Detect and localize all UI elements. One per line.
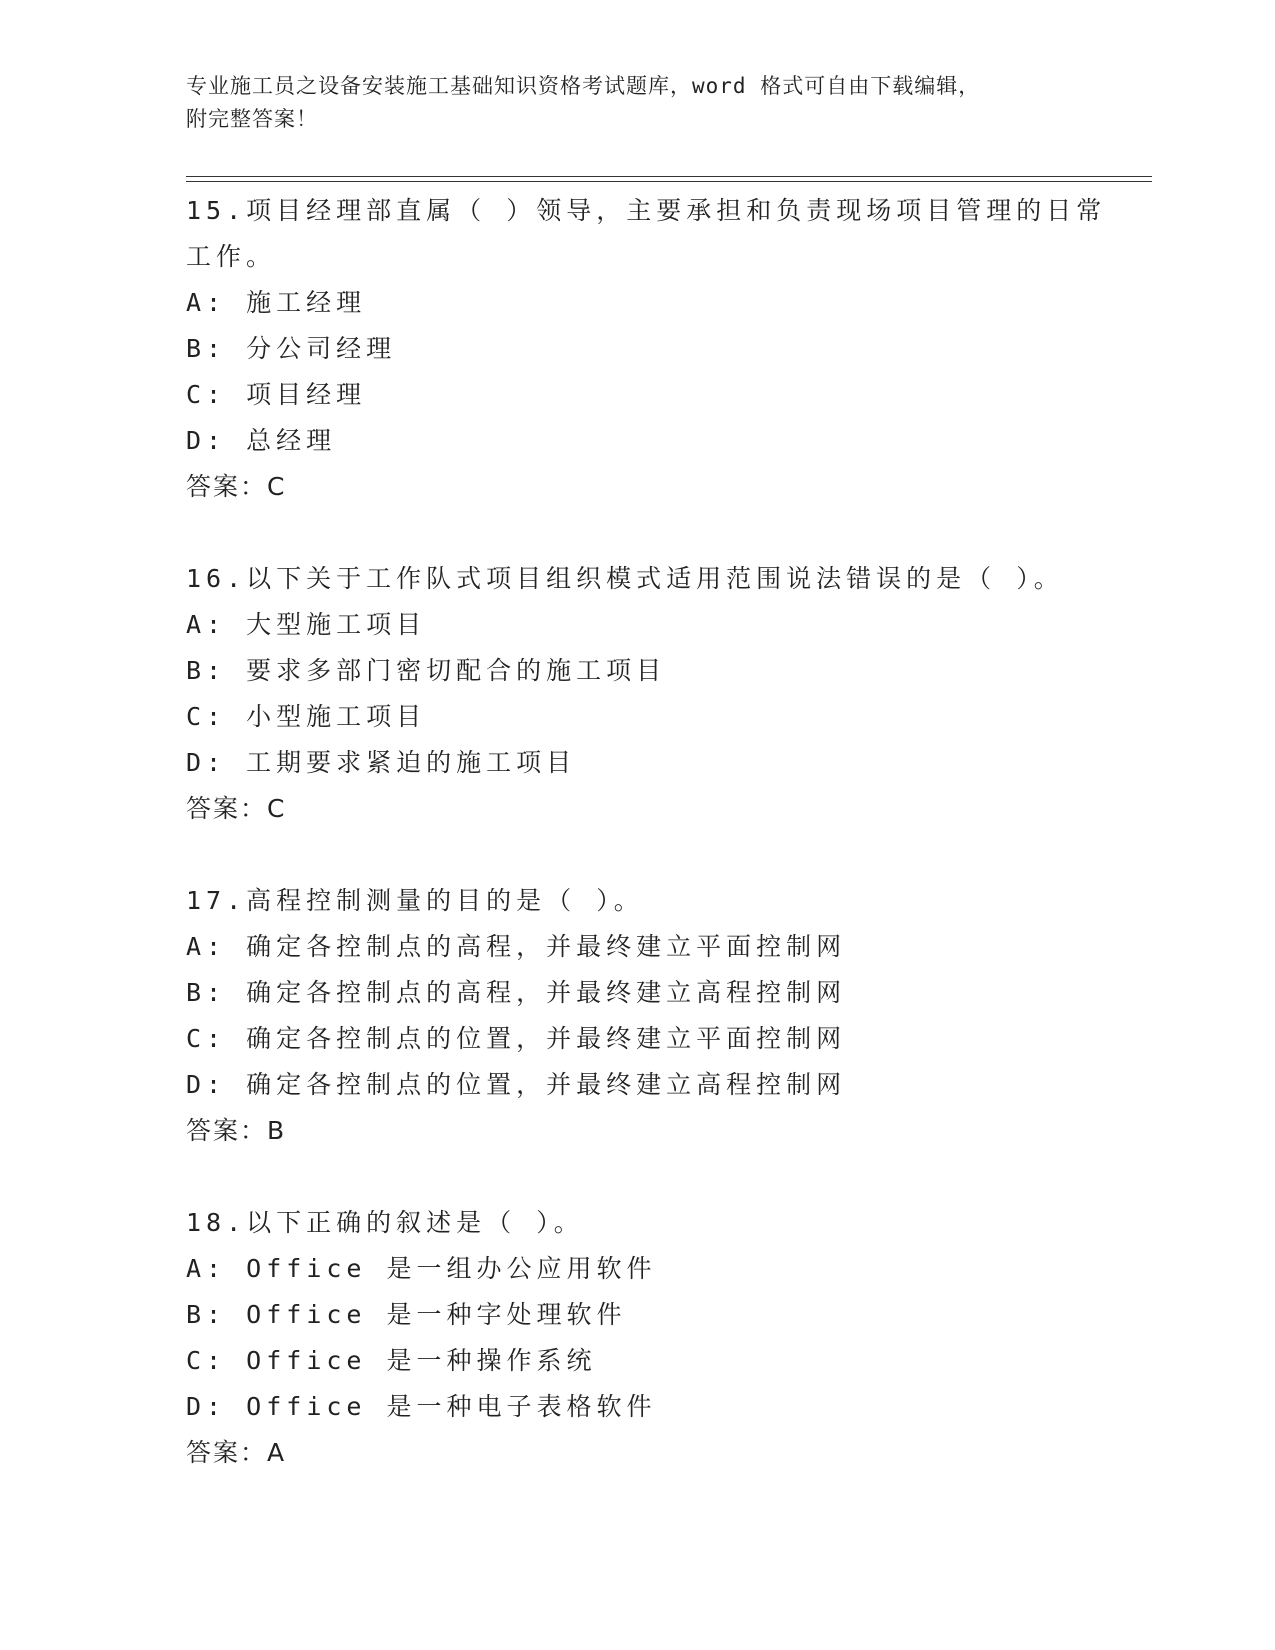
question-18 <box>186 1200 1116 1476</box>
option-b <box>186 970 1116 1016</box>
question-stem <box>186 556 1116 602</box>
answer-label: 答案： <box>186 1116 268 1145</box>
answer-value: A <box>267 1438 287 1467</box>
option-label: B: <box>186 1300 227 1329</box>
question-number: 18. <box>186 1208 247 1237</box>
option-c <box>186 694 1116 740</box>
answer-line <box>186 1108 1116 1154</box>
header-line-1: 专业施工员之设备安装施工基础知识资格考试题库，word 格式可自由下载编辑， <box>186 74 981 98</box>
question-text-line-1: 以下正确的叙述是（ ）。 <box>246 1208 584 1237</box>
option-label: D: <box>186 426 227 455</box>
option-a <box>186 1246 1116 1292</box>
option-label: B: <box>186 656 227 685</box>
answer-line <box>186 464 1116 510</box>
option-text: Office 是一种操作系统 <box>246 1346 597 1375</box>
option-d <box>186 1062 1116 1108</box>
option-label: C: <box>186 380 227 409</box>
option-text: 确定各控制点的位置，并最终建立平面控制网 <box>246 1024 847 1053</box>
option-text: 要求多部门密切配合的施工项目 <box>246 656 667 685</box>
option-a <box>186 280 1116 326</box>
question-number: 17. <box>186 886 247 915</box>
option-text: 项目经理 <box>246 380 367 409</box>
answer-line <box>186 1430 1116 1476</box>
option-label: C: <box>186 702 227 731</box>
option-b <box>186 326 1116 372</box>
option-text: 确定各控制点的位置，并最终建立高程控制网 <box>246 1070 847 1099</box>
answer-line <box>186 786 1116 832</box>
option-c <box>186 1016 1116 1062</box>
option-text: 分公司经理 <box>246 334 397 363</box>
option-label: B: <box>186 978 227 1007</box>
option-d <box>186 418 1116 464</box>
question-text-line-2: 工作。 <box>186 242 277 271</box>
option-d <box>186 1384 1116 1430</box>
option-label: C: <box>186 1024 227 1053</box>
option-d <box>186 740 1116 786</box>
option-c <box>186 1338 1116 1384</box>
option-b <box>186 648 1116 694</box>
option-b <box>186 1292 1116 1338</box>
question-15 <box>186 188 1116 510</box>
option-label: A: <box>186 288 227 317</box>
option-c <box>186 372 1116 418</box>
option-a <box>186 924 1116 970</box>
option-text: 工期要求紧迫的施工项目 <box>246 748 577 777</box>
option-label: D: <box>186 748 227 777</box>
option-text: 确定各控制点的高程，并最终建立平面控制网 <box>246 932 847 961</box>
option-text: 总经理 <box>246 426 337 455</box>
question-list <box>186 188 1116 1522</box>
answer-value: C <box>267 472 287 501</box>
answer-value: C <box>267 794 287 823</box>
question-16 <box>186 556 1116 832</box>
question-text-line-1: 高程控制测量的目的是（ ）。 <box>246 886 644 915</box>
option-label: A: <box>186 1254 227 1283</box>
option-label: B: <box>186 334 227 363</box>
option-a <box>186 602 1116 648</box>
question-stem <box>186 188 1116 234</box>
option-label: D: <box>186 1392 227 1421</box>
option-text: 大型施工项目 <box>246 610 427 639</box>
option-text: 确定各控制点的高程，并最终建立高程控制网 <box>246 978 847 1007</box>
header-divider-top <box>186 176 1152 177</box>
option-label: D: <box>186 1070 227 1099</box>
header-divider-bottom <box>186 181 1152 182</box>
question-text-line-1: 以下关于工作队式项目组织模式适用范围说法错误的是（ ）。 <box>246 564 1064 593</box>
answer-label: 答案： <box>186 1438 268 1467</box>
answer-value: B <box>267 1116 287 1145</box>
option-text: Office 是一组办公应用软件 <box>246 1254 657 1283</box>
question-17 <box>186 878 1116 1154</box>
question-text-line-1: 项目经理部直属（ ）领导，主要承担和负责现场项目管理的日常 <box>246 196 1107 225</box>
option-text: 小型施工项目 <box>246 702 427 731</box>
question-stem <box>186 878 1116 924</box>
option-label: C: <box>186 1346 227 1375</box>
option-label: A: <box>186 932 227 961</box>
option-text: 施工经理 <box>246 288 367 317</box>
option-text: Office 是一种电子表格软件 <box>246 1392 657 1421</box>
question-number: 16. <box>186 564 247 593</box>
answer-label: 答案： <box>186 472 268 501</box>
option-label: A: <box>186 610 227 639</box>
header-line-2: 附完整答案！ <box>186 107 318 131</box>
document-header <box>186 70 1086 136</box>
question-number: 15. <box>186 196 247 225</box>
answer-label: 答案： <box>186 794 268 823</box>
option-text: Office 是一种字处理软件 <box>246 1300 627 1329</box>
question-stem <box>186 1200 1116 1246</box>
